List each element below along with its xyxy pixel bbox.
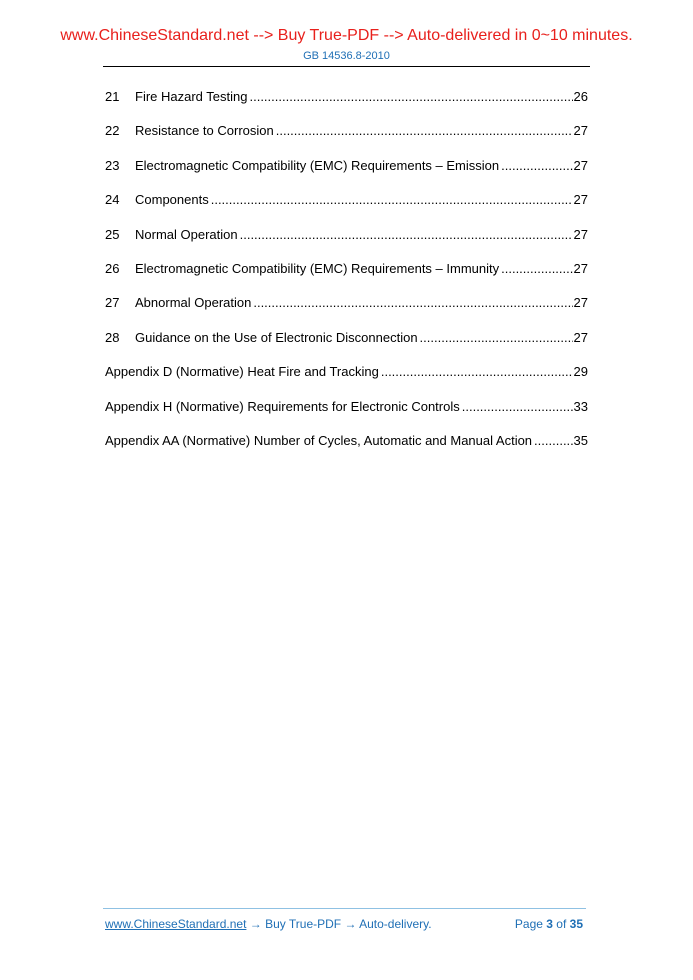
toc-leader <box>379 363 573 381</box>
toc-number: 21 <box>105 89 120 104</box>
page-indicator <box>515 917 583 931</box>
page-of: of <box>552 917 570 931</box>
footer-site-link[interactable]: www.ChineseStandard.net <box>105 917 247 931</box>
toc-page: 27 <box>573 157 588 173</box>
toc-number: 25 <box>105 226 120 242</box>
toc-title: Components <box>135 192 209 208</box>
toc-entry-25[interactable] <box>105 226 588 260</box>
toc-entry-26[interactable] <box>105 260 588 294</box>
toc-title: Electromagnetic Compatibility (EMC) Requirements – Emission <box>135 157 500 173</box>
toc-number: 28 <box>105 329 120 345</box>
toc-entry-28[interactable] <box>105 329 588 363</box>
toc-page: 35 <box>573 432 588 448</box>
toc-number: 22 <box>105 123 120 139</box>
toc-leader <box>460 398 573 416</box>
toc-entry-23[interactable] <box>105 157 588 191</box>
page-total: 35 <box>569 917 583 931</box>
toc-leader <box>532 432 572 450</box>
footer-tagline: → Buy True-PDF → Auto-delivery. <box>246 917 432 931</box>
toc-page: 33 <box>573 398 588 414</box>
toc-leader <box>238 226 573 244</box>
page-current: 3 <box>546 917 553 931</box>
toc-leader <box>251 294 572 312</box>
toc-title: Electromagnetic Compatibility (EMC) Requirements – Immunity <box>135 260 500 276</box>
toc-page: 27 <box>573 192 588 208</box>
toc-title: Guidance on the Use of Electronic Disconnection <box>135 329 418 345</box>
footer-promo <box>105 917 432 931</box>
toc-entry-appendix-h[interactable] <box>105 398 588 432</box>
toc-leader <box>499 157 572 175</box>
toc-page: 27 <box>573 295 588 311</box>
toc-page: 27 <box>573 260 588 276</box>
document-code: GB 14536.8-2010 <box>303 50 390 62</box>
toc-title: Appendix AA (Normative) Number of Cycles, Automatic and Manual Action <box>105 432 533 448</box>
header-divider <box>103 66 590 67</box>
toc-leader <box>418 329 573 347</box>
toc-entry-27[interactable] <box>105 294 588 328</box>
toc-number: 27 <box>105 295 120 311</box>
toc-title: Appendix D (Normative) Heat Fire and Tracking <box>105 364 379 380</box>
table-of-contents <box>105 88 588 466</box>
toc-leader <box>499 260 572 278</box>
toc-title: Resistance to Corrosion <box>135 123 274 139</box>
toc-number: 23 <box>105 157 120 173</box>
toc-title: Abnormal Operation <box>135 295 252 311</box>
toc-page: 29 <box>573 364 588 380</box>
toc-page: 27 <box>573 226 588 242</box>
toc-page: 27 <box>573 329 588 345</box>
toc-leader <box>209 191 573 209</box>
footer-divider <box>103 908 586 909</box>
toc-entry-24[interactable] <box>105 191 588 225</box>
page-label: Page <box>514 917 547 931</box>
toc-entry-appendix-aa[interactable] <box>105 432 588 466</box>
toc-number: 24 <box>105 192 120 208</box>
toc-leader <box>274 122 573 140</box>
toc-page: 27 <box>573 123 588 139</box>
toc-page: 26 <box>573 89 588 104</box>
toc-title: Normal Operation <box>135 226 238 242</box>
toc-title: Appendix H (Normative) Requirements for Electronic Controls <box>105 398 460 414</box>
toc-leader <box>247 88 572 106</box>
toc-entry-21[interactable] <box>105 88 588 122</box>
promo-banner[interactable]: www.ChineseStandard.net --> Buy True-PDF --> Auto-delivered in 0~10 minutes. <box>60 27 633 44</box>
toc-title: Fire Hazard Testing <box>135 89 248 104</box>
toc-entry-22[interactable] <box>105 122 588 156</box>
toc-entry-appendix-d[interactable] <box>105 363 588 397</box>
toc-number: 26 <box>105 260 120 276</box>
